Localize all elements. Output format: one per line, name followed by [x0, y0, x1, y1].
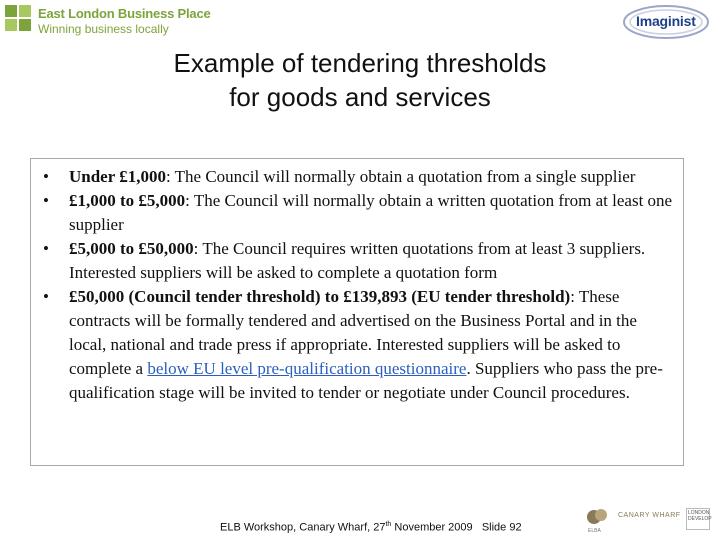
canary-wharf-logo: CANARY WHARF	[618, 512, 681, 519]
bullet-dot-icon: •	[43, 167, 49, 186]
elbp-logo	[4, 4, 211, 38]
threshold-description: : The Council will normally obtain a written quotation from at least one supplier	[69, 191, 673, 234]
threshold-range: £1,000 to £5,000	[69, 191, 186, 210]
elbp-squares-icon	[4, 4, 34, 36]
pre-qualification-questionnaire-link[interactable]: below EU level pre-qualification questionnaire	[147, 359, 467, 378]
threshold-description-end: . Suppliers who pass the pre-qualification stage will be invited to tender or negotiate under Council procedures.	[69, 359, 663, 402]
footer-logos	[586, 506, 714, 536]
threshold-range: £5,000 to £50,000	[69, 239, 194, 258]
elbp-logo-title: East London Business Place	[38, 6, 211, 21]
slide-title-line-2: for goods and services	[229, 82, 491, 112]
threshold-item-50000-to-eu	[31, 285, 675, 405]
elba-logo-label: ELBA	[588, 528, 601, 534]
threshold-item-under-1000	[31, 165, 675, 189]
imaginist-logo	[620, 2, 712, 42]
bullet-dot-icon: •	[43, 239, 49, 258]
threshold-content-box	[30, 158, 684, 466]
slide-title	[60, 46, 660, 114]
threshold-range: £50,000 (Council tender threshold) to £139,893 (EU tender threshold)	[69, 287, 571, 306]
threshold-description: : These contracts will be formally tendered and advertised on the Business Portal and in the local, national and trade press if appropriate. Interested suppliers will be asked to complete a	[69, 287, 637, 378]
slide-footer	[220, 521, 522, 534]
london-development-logo: LONDON DEVELOP	[686, 508, 710, 530]
bullet-dot-icon: •	[43, 191, 49, 210]
threshold-list	[31, 159, 683, 405]
slide-title-line-1: Example of tendering thresholds	[173, 48, 547, 78]
bullet-dot-icon: •	[43, 287, 49, 306]
elbp-logo-tagline: Winning business locally	[38, 22, 169, 36]
footer-text-end: November 2009 Slide 92	[391, 521, 522, 534]
threshold-item-1000-to-5000	[31, 189, 675, 237]
footer-date-suffix: th	[385, 521, 392, 528]
footer-text-start: ELB Workshop, Canary Wharf, 27	[220, 521, 386, 534]
threshold-item-5000-to-50000	[31, 237, 675, 285]
threshold-description: : The Council requires written quotations from at least 3 suppliers. Interested suppliers will be asked to complete a quotation form	[69, 239, 646, 282]
elba-logo-icon	[586, 506, 608, 528]
threshold-range: Under £1,000	[69, 167, 166, 186]
threshold-description: : The Council will normally obtain a quotation from a single supplier	[165, 167, 636, 186]
imaginist-logo-text: Imaginist	[636, 13, 696, 29]
